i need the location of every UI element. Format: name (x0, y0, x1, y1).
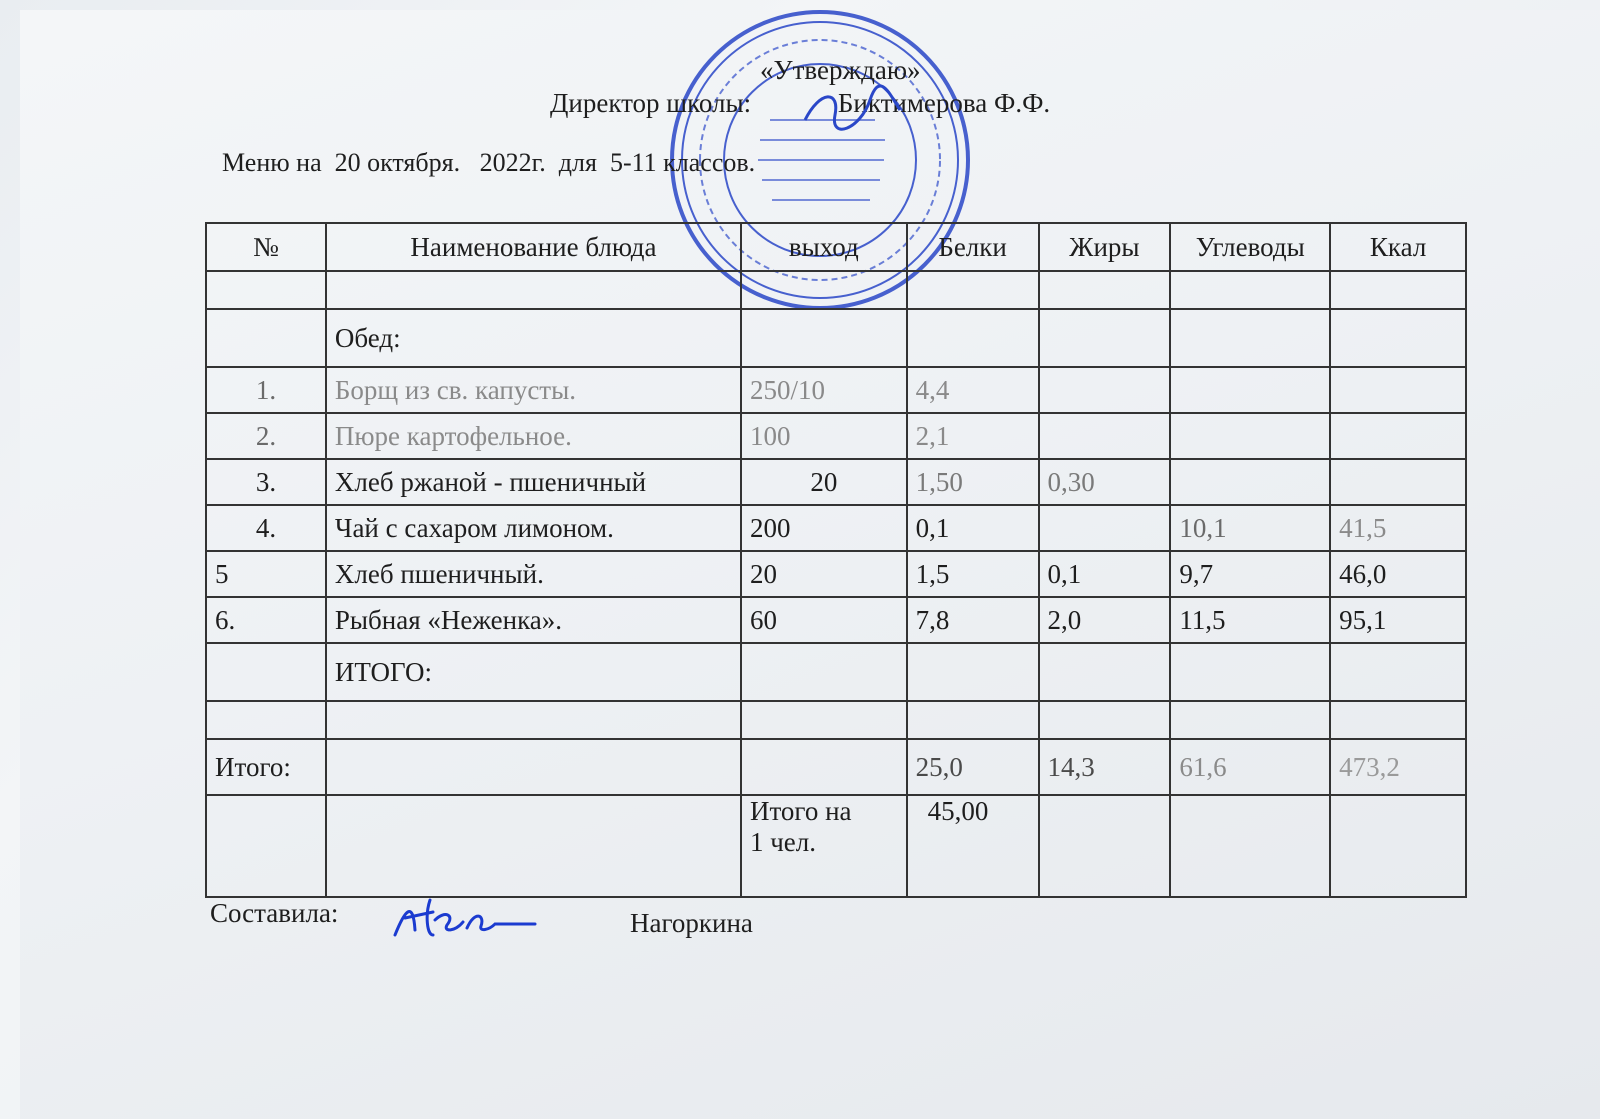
row-carbs: 11,5 (1170, 597, 1330, 643)
row-carbs (1170, 413, 1330, 459)
row-fat: 2,0 (1039, 597, 1171, 643)
compiler-name: Нагоркина (630, 908, 753, 938)
total-protein: 25,0 (907, 739, 1039, 795)
per-person-label-line1: Итого на (749, 796, 852, 826)
director-name: Биктимерова Ф.Ф. (837, 88, 1051, 118)
row-protein: 1,5 (907, 551, 1039, 597)
table-header-row (206, 223, 1466, 271)
row-fat (1039, 367, 1171, 413)
per-person-row (206, 795, 1466, 897)
header-num: № (206, 223, 326, 271)
subtotal-row (206, 643, 1466, 701)
header-fat: Жиры (1039, 223, 1171, 271)
menu-table (205, 222, 1467, 898)
row-carbs (1170, 459, 1330, 505)
section-row (206, 309, 1466, 367)
row-num: 5 (206, 551, 326, 597)
row-yield: 20 (741, 459, 907, 505)
row-dish: Хлеб пшеничный. (326, 551, 741, 597)
row-yield: 250/10 (741, 367, 907, 413)
section-label: Обед: (326, 309, 741, 367)
row-protein: 1,50 (907, 459, 1039, 505)
row-yield: 20 (741, 551, 907, 597)
row-dish: Хлеб ржаной - пшеничный (326, 459, 741, 505)
row-num: 3. (206, 459, 326, 505)
row-protein: 4,4 (907, 367, 1039, 413)
row-kcal (1330, 367, 1466, 413)
total-label: Итого: (206, 739, 326, 795)
row-protein: 0,1 (907, 505, 1039, 551)
total-kcal: 473,2 (1330, 739, 1466, 795)
row-yield: 100 (741, 413, 907, 459)
table-row (206, 551, 1466, 597)
per-person-label-line2: 1 чел. (749, 827, 817, 857)
row-dish: Пюре картофельное. (326, 413, 741, 459)
total-carbs: 61,6 (1170, 739, 1330, 795)
table-row (206, 413, 1466, 459)
row-carbs: 10,1 (1170, 505, 1330, 551)
row-dish: Борщ из св. капусты. (326, 367, 741, 413)
row-carbs: 9,7 (1170, 551, 1330, 597)
table-row (206, 459, 1466, 505)
compiled-by-line (210, 898, 753, 938)
compiler-signature (385, 890, 545, 950)
row-kcal: 95,1 (1330, 597, 1466, 643)
row-kcal: 46,0 (1330, 551, 1466, 597)
row-yield: 200 (741, 505, 907, 551)
row-num: 4. (206, 505, 326, 551)
row-kcal (1330, 413, 1466, 459)
row-fat (1039, 505, 1171, 551)
header-carbs: Углеводы (1170, 223, 1330, 271)
row-num: 1. (206, 367, 326, 413)
row-fat: 0,30 (1039, 459, 1171, 505)
row-carbs (1170, 367, 1330, 413)
compiled-label: Составила: (210, 898, 339, 928)
director-signature (800, 80, 910, 140)
table-row (206, 597, 1466, 643)
approval-heading: «Утверждаю» (760, 55, 921, 85)
row-kcal: 41,5 (1330, 505, 1466, 551)
row-kcal (1330, 459, 1466, 505)
header-protein: Белки (907, 223, 1039, 271)
header-kcal: Ккал (1330, 223, 1466, 271)
subtotal-label: ИТОГО: (326, 643, 741, 701)
total-row (206, 739, 1466, 795)
header-dish: Наименование блюда (326, 223, 741, 271)
table-row (206, 505, 1466, 551)
blank-row (206, 271, 1466, 309)
row-fat: 0,1 (1039, 551, 1171, 597)
director-label: Директор школы: (550, 88, 752, 118)
menu-title: Меню на 20 октября. 2022г. для 5-11 классов. (222, 148, 756, 177)
row-dish: Чай с сахаром лимоном. (326, 505, 741, 551)
row-protein: 7,8 (907, 597, 1039, 643)
row-fat (1039, 413, 1171, 459)
row-yield: 60 (741, 597, 907, 643)
row-num: 6. (206, 597, 326, 643)
per-person-label (741, 795, 907, 897)
total-fat: 14,3 (1039, 739, 1171, 795)
per-person-value: 45,00 (907, 795, 1039, 897)
header-yield: выход (741, 223, 907, 271)
row-protein: 2,1 (907, 413, 1039, 459)
blank-row (206, 701, 1466, 739)
row-dish: Рыбная «Неженка». (326, 597, 741, 643)
table-row (206, 367, 1466, 413)
row-num: 2. (206, 413, 326, 459)
